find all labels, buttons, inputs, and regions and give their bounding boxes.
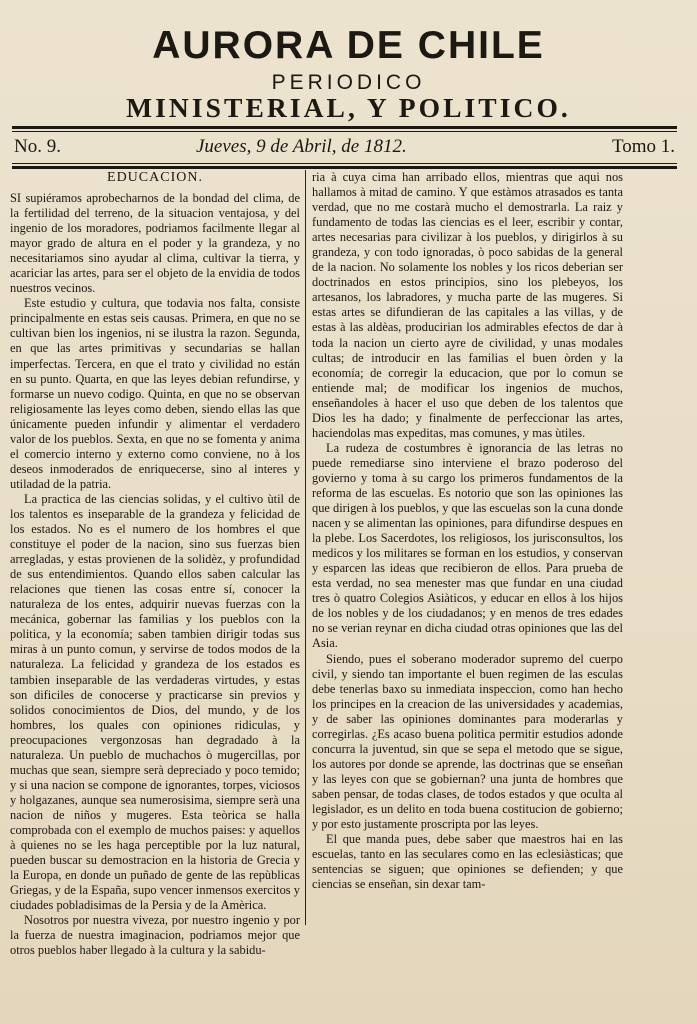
left-column: [10, 170, 300, 958]
article-paragraph: La practica de las ciencias solidas, y el cultivo ùtil de los talentos es inseparable de la grandeza y felicidad de los estados. No es el numero de los hombres el que constituye el poder de la nacion, sino sus fuerzas bien arregladas, y estas provienen de la solidèz, y profundidad de sus entendimientos. Quando ellos saben calcular las relaciones que tienen las cosas entre sí, conocer la naturaleza de los entes, adquirir nuevas fuerzas con la mecánica, gobernar las familias y los pueblos con la politica, y la economía; saben tambien dirigir todas sus miras à un punto comun, y servirse de todos modos de la naturaleza. La felicidad y grandeza de los estados es tambien inseparable de las verdaderas virtudes, y estas son dificiles de conocerse y practicarse sin previos y solidos conocimientos de Dios, del mundo, y de los hombres, los quales con opiniones ridiculas, y preocupaciones vergonzosas han degradado à la naturaleza. Un pueblo de muchachos ò mugercillas, por muchas que sean, siempre serà depreciado y poco temido; y si una nacion se compone de ignorantes, torpes, viciosos y holgazanes, aunque sea numerosisima, siempre serà una nacion de niños y mugeres. Esta teòrica se halla comprobada con el exemplo de muchos paises: y aquellos à quienes no se les haga perceptible por la luz natural, pueden buscar su demostracion en la historia de Grecia y la Europa, en donde un puñado de gente de las repùblicas Griegas, y de la España, supo vencer inmensos exercitos y ciudades pobladisimas de la Persia y de la Amèrica.: [10, 491, 300, 913]
top-rule-thick: [12, 126, 677, 129]
masthead-title: AURORA DE CHILE: [152, 24, 545, 67]
issue-rule-thick: [12, 166, 677, 169]
column-divider: [305, 170, 306, 925]
issue-line: [14, 134, 675, 160]
article-paragraph: El que manda pues, debe saber que maestros hai en las escuelas, tanto en las seculares como en las eclesiàsticas; que sentencias se siguen; que opiniones se defienden; y que ciencias se enseñan, sin dexar tam-: [312, 832, 623, 892]
article-paragraph: Nosotros por nuestra viveza, por nuestro ingenio y por la fuerza de nuestra imaginacion, podriamos mejor que otros pueblos haber llegado à la cultura y la sabidu-: [10, 913, 300, 958]
article-heading: EDUCACION.: [107, 170, 203, 185]
article-paragraph: Este estudio y cultura, que todavia nos falta, consiste principalmente en estas seis causas. Primera, en que no se cultivan bien los ingenios, ni se ilustra la razon. Segunda, en que las artes primitivas y secundarias se hallan imperfectas. Tercera, en que el trato y civilidad no están en su punto. Quarta, en que las leyes debian refundirse, y formarse un nuevo codigo. Quinta, en que no se observan religiosamente las leyes como deben, siendo ellas las que únicamente pueden infundir y alimentar el verdadero valor de los pueblos. Sexta, en que no se fomenta y anima el comercio interno y externo como conviene, no à los deseos inmoderados de enriquecerse, sino al interes y utiladad de la patria.: [10, 296, 300, 491]
article-paragraph: SI supiéramos aprobecharnos de la bondad del clima, de la fertilidad del terreno, de la situacion ventajosa, y del ingenio de los moradores, podriamos facilmente llegar al mayor grado de altura en el poder y la grandeza, y no necesitariamos sino ayudar al clima, cultivar la tierra, y acariciar las artes, para ser el objeto de la envidia de todos nuestros vecinos.: [10, 191, 300, 296]
article-paragraph: Siendo, pues el soberano moderador supremo del cuerpo civil, y siendo tan importante el buen regimen de las esculas debe tenerlas baxo su inmediata inspeccion, como han hecho los principes en la creacion de las universidades y academias, y de saber las opiniones dominantes para moderarlas y corregirlas. ¿Es acaso buena politica permitir estudios adonde concurra la juventud, sin que se sepa el metodo que se sigue, los autores por donde se aprende, las doctrinas que se enseñan y las leyes con que se gobiernan? una junta de hombres que saben pensar, de todas clases, de todos estados y que oculta al legislador, es un delito en toda buena costitucion de gobierno; y por esto justamente proscripta por las leyes.: [312, 651, 623, 832]
issue-date: Jueves, 9 de Abril, de 1812.: [196, 136, 407, 157]
top-rule-thin: [12, 131, 677, 132]
article-paragraph: ria à cuya cima han arribado ellos, mientras que aqui nos hallamos à mitad de camino. Y que estàmos atrasados es tanta verdad, que no me costarà mucho el demostrarla. La raiz y fundamento de todas las ciencias es el leer, escribir y contar, artes necesarias para civilizar à los pueblos, y dirigirlos à su grandeza, y con todo ignoradas, ò poco sabidas de la general de la nacion. No solamente los nobles y los ricos deberian ser doctrinados en estos principios, sino los plebeyos, los artesanos, los labradores, y mucha parte de las mugeres. Si estas artes se difundieran de las capitales a las villas, y de estas à las aldèas, producirian los admirables efectos de dar à toda la nacion un cierto ayre de civilidad, y unas modales cultas; de introducir en las familias el buen òrden y la economía; de corregir la educacion, que por lo comun se entiende mal; de modificar los ingenios de muchos, enseñandoles à hacer el uso que deben de los talentos que Dios les ha dado; y finalmente de perfeccionar las artes, haciendolas mas expeditas, mas comunes, y mas ùtiles.: [312, 170, 623, 440]
issue-rule-thin: [12, 163, 677, 164]
masthead-subtitle-periodico: PERIODICO: [271, 71, 426, 94]
right-column: [312, 170, 623, 892]
article-paragraph: La rudeza de costumbres è ignorancia de las letras no puede remediarse sino interviene el brazo poderoso del govierno y toma à su cargo los primeros fundamentos de la reforma de las escuelas. Es notorio que son las opiniones las que dirigen à los pueblos, y que las escuelas son la cuna donde nacen y se alimentan las opiniones, para difundirse despues en la plebe. Los Sacerdotes, los religiosos, los jurisconsultos, los medicos y los militares se forman en los estudios, y conservan y esparcen las ideas que recibieron de ellos. Para prueba de esta verdad, no sea menester mas que fundar en una ciudad tres ò quatro Colegios Asiàticos, y educar en ellos à los hijos de los nobles y de los ciudadanos; y en menos de tres edades no se verian reynar en dicha ciudad otras opiniones que las del Asia.: [312, 440, 623, 651]
issue-number: No. 9.: [14, 136, 61, 157]
issue-volume: Tomo 1.: [611, 136, 675, 157]
masthead-subtitle-ministerial: MINISTERIAL, Y POLITICO.: [126, 93, 571, 123]
